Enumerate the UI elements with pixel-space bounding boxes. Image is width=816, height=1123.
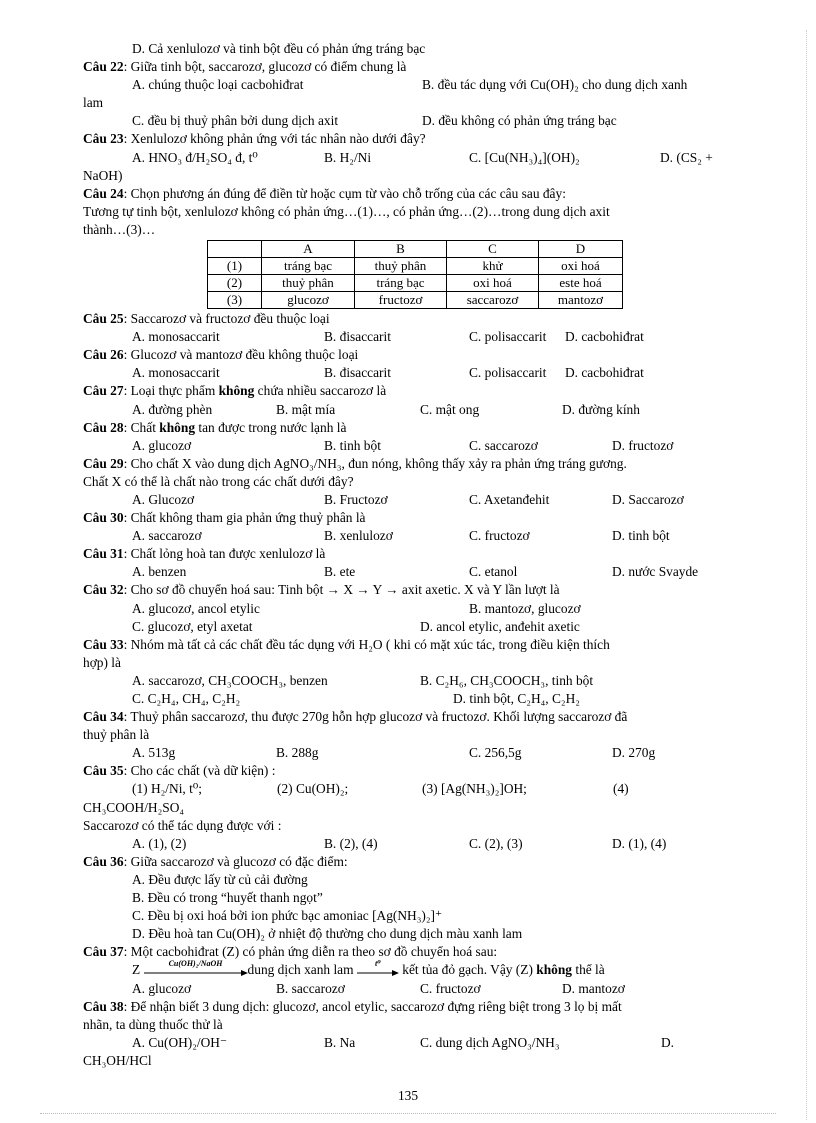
option-a: A. Cu(OH)₂/OH⁻	[132, 1034, 228, 1050]
option-b: B. ete	[324, 564, 356, 580]
option-b: B. đều tác dụng với Cu(OH)₂ cho dung dịch xanh	[422, 77, 688, 93]
table-cell: C	[447, 241, 539, 258]
option-b: B. Na	[324, 1034, 356, 1050]
question-number: Câu 35	[83, 763, 124, 779]
option-a: A. HNO₃ đ/H₂SO₄ đ, t⁰	[132, 149, 258, 165]
result-text: thể là	[572, 962, 605, 978]
option-d: D. mantozơ	[562, 980, 625, 996]
option-d: D. (CS₂ +	[660, 149, 713, 165]
option-a: A. (1), (2)	[132, 835, 187, 851]
page-number: 135	[397, 1088, 419, 1103]
question-28	[83, 419, 735, 437]
question-stem: chứa nhiều saccarozơ là	[254, 383, 387, 399]
options-row	[83, 690, 735, 708]
question-33	[83, 636, 735, 654]
question-number: Câu 28	[83, 419, 124, 435]
question-number: Câu 36	[83, 853, 124, 869]
item-1: (1) H₂/Ni, t⁰;	[132, 781, 202, 797]
options-row	[83, 1034, 735, 1052]
options-row	[83, 744, 735, 762]
question-stem: : Saccarozơ và fructozơ đều thuộc loại	[123, 311, 330, 327]
option-d: D. ancol etylic, anđehit axetic	[420, 618, 580, 634]
table-cell: (1)	[208, 258, 262, 275]
question-31	[83, 545, 735, 563]
option-d: D. fructozơ	[612, 437, 674, 453]
question-number: Câu 25	[83, 311, 124, 327]
question-stem: : Cho sơ đồ chuyển hoá sau: Tinh bột → X → Y → axit axetic. X và Y lần lượt là	[123, 582, 560, 598]
question-stem: : Giữa saccarozơ và glucozơ có đặc điểm:	[123, 853, 348, 869]
option-b: B. (2), (4)	[324, 835, 378, 851]
option-d: D. tinh bột, C₂H₄, C₂H₂	[453, 691, 580, 706]
question-26	[83, 346, 735, 364]
table-cell: oxi hoá	[539, 258, 623, 275]
option-c: C. glucozơ, etyl axetat	[132, 618, 253, 634]
question-number: Câu 32	[83, 582, 124, 598]
option-a: A. glucozơ, ancol etylic	[132, 600, 260, 616]
option-a: A. benzen	[132, 564, 187, 580]
answer-table	[207, 240, 623, 309]
table-cell: este hoá	[539, 275, 623, 292]
options-row	[83, 491, 735, 509]
option-d: D. nước Svayde	[612, 564, 699, 580]
reaction-scheme	[83, 961, 735, 979]
question-stem: : Chọn phương án đúng để điền từ hoặc cụm từ vào chỗ trống của các câu sau đây:	[123, 185, 566, 201]
options-row	[83, 980, 735, 998]
question-22	[83, 58, 735, 76]
question-number: Câu 34	[83, 709, 124, 725]
option-b: B. saccarozơ	[276, 980, 345, 996]
table-row	[208, 258, 623, 275]
question-36	[83, 853, 735, 871]
options-row	[83, 149, 735, 167]
table-cell: A	[262, 241, 355, 258]
table-cell: (3)	[208, 292, 262, 309]
item-4: (4)	[613, 781, 629, 797]
option-a: A. glucozơ	[132, 980, 192, 996]
option-a: A. chúng thuộc loại cacbohiđrat	[132, 77, 304, 93]
arrow-icon	[144, 970, 248, 976]
option-a: A. saccarozơ, CH₃COOCH₃, benzen	[132, 672, 328, 688]
option-c: C. fructozơ	[420, 980, 481, 996]
arrow-icon	[357, 970, 399, 976]
table-row	[208, 275, 623, 292]
option-d: D. cacbohiđrat	[565, 365, 644, 381]
question-number: Câu 27	[83, 383, 124, 399]
table-cell: (2)	[208, 275, 262, 292]
table-row	[208, 292, 623, 309]
option-b: B. C₂H₆, CH₃COOCH₃, tinh bột	[420, 672, 594, 688]
question-25	[83, 310, 735, 328]
option-b: B. mantozơ, glucozơ	[469, 600, 581, 616]
question-stem: : Giữa tinh bột, saccarozơ, glucozơ có điểm chung là	[123, 59, 407, 75]
options-row	[83, 600, 735, 618]
option-c: C. polisaccarit	[469, 329, 547, 345]
emphasis-text: không	[218, 383, 255, 399]
document-page	[83, 40, 735, 1070]
result-text: kết tủa đỏ gạch. Vậy (Z)	[402, 962, 537, 978]
options-row	[83, 364, 735, 382]
options-row	[83, 328, 735, 346]
option-b: B. Fructozơ	[324, 491, 388, 507]
option-b: B. đisaccarit	[324, 329, 391, 345]
question-text: thuỷ phân là	[83, 727, 150, 743]
options-row	[83, 76, 735, 94]
option-c: C. (2), (3)	[469, 835, 523, 851]
table-header-row	[208, 241, 623, 258]
q21-option-d: D. Cả xenlulozơ và tinh bột đều có phản ứng tráng bạc	[132, 41, 426, 56]
reagent-label: Cu(OH)₂/NaOH	[168, 959, 223, 969]
intermediate-text: dung dịch xanh lam	[247, 962, 354, 978]
option-a: A. glucozơ	[132, 437, 192, 453]
question-29	[83, 455, 735, 473]
option-d: D. cacbohiđrat	[565, 329, 644, 345]
option-b: B. xenlulozơ	[324, 528, 393, 544]
option-c: C. C₂H₄, CH₄, C₂H₂	[132, 691, 241, 706]
question-stem: : Cho các chất (và dữ kiện) :	[123, 763, 276, 779]
option-b: B. tinh bột	[324, 437, 381, 453]
question-stem: : Xenlulozơ không phản ứng với tác nhân nào dưới đây?	[123, 131, 426, 147]
question-stem: tan được trong nước lạnh là	[195, 419, 347, 435]
question-34	[83, 708, 735, 726]
option-d: D. tinh bột	[612, 528, 670, 544]
emphasis-text: không	[159, 419, 196, 435]
question-stem: : Thuỷ phân saccarozơ, thu được 270g hỗn hợp glucozơ và fructozơ. Khối lượng saccarozơ đã	[123, 709, 628, 725]
question-text: hợp) là	[83, 654, 121, 670]
table-cell: oxi hoá	[447, 275, 539, 292]
option-c: C. 256,5g	[469, 745, 522, 761]
question-text: nhãn, ta dùng thuốc thử là	[83, 1016, 223, 1032]
option-d: D. 270g	[612, 745, 656, 761]
table-cell: B	[355, 241, 447, 258]
table-cell: glucozơ	[262, 292, 355, 309]
table-cell: thuỷ phân	[262, 275, 355, 292]
table-cell	[208, 241, 262, 258]
question-stem: : Chất lỏng hoà tan được xenlulozơ là	[123, 546, 326, 562]
question-38	[83, 998, 735, 1016]
option-b: B. Đều có trong “huyết thanh ngọt”	[132, 890, 323, 906]
option-c: C. etanol	[469, 564, 518, 580]
option-b: B. đisaccarit	[324, 365, 391, 381]
question-stem: : Chất không tham gia phản ứng thuỷ phân là	[123, 510, 366, 526]
options-row	[83, 401, 735, 419]
option-b: B. 288g	[276, 745, 319, 761]
option-b: B. mật mía	[276, 401, 336, 417]
options-row	[83, 527, 735, 545]
options-row	[83, 835, 735, 853]
option-c: C. fructozơ	[469, 528, 530, 544]
emphasis-text: không	[536, 962, 572, 978]
option-a: A. Glucozơ	[132, 491, 195, 507]
question-stem: : Loại thực phẩm	[123, 383, 219, 399]
question-35	[83, 762, 735, 780]
options-row	[83, 437, 735, 455]
option-b-continued: lam	[83, 95, 104, 111]
option-c: C. saccarozơ	[469, 437, 538, 453]
option-c: C. Đều bị oxi hoá bởi ion phức bạc amoniac [Ag(NH₃)₂]⁺	[132, 908, 443, 924]
options-row	[83, 672, 735, 690]
question-number: Câu 31	[83, 546, 124, 562]
option-d: D. đường kính	[562, 401, 640, 417]
question-stem: : Cho chất X vào dung dịch AgNO₃/NH₃, đun nóng, không thấy xảy ra phản ứng tráng gương.	[123, 455, 627, 471]
table-cell: saccarozơ	[447, 292, 539, 309]
options-row	[83, 112, 735, 130]
question-stem: : Một cacbohiđrat (Z) có phản ứng diễn ra theo sơ đồ chuyển hoá sau:	[123, 944, 498, 960]
items-row	[83, 780, 735, 798]
question-text: Saccarozơ có thể tác dụng được với :	[83, 817, 282, 833]
option-a: A. saccarozơ	[132, 528, 202, 544]
question-32	[83, 581, 735, 599]
option-d-continued: CH₃OH/HCl	[83, 1052, 152, 1068]
compound-z: Z	[132, 962, 141, 978]
question-23	[83, 130, 735, 148]
footer-divider	[40, 1113, 776, 1114]
option-c: C. mật ong	[420, 401, 480, 417]
option-d: D. (1), (4)	[612, 835, 667, 851]
question-27	[83, 382, 735, 400]
option-a: A. đường phèn	[132, 401, 213, 417]
question-stem: : Chất	[123, 419, 160, 435]
option-c: C. dung dịch AgNO₃/NH₃	[420, 1034, 560, 1050]
table-cell: khử	[447, 258, 539, 275]
reaction-arrow	[144, 959, 248, 978]
question-number: Câu 38	[83, 998, 124, 1014]
option-a: A. Đều được lấy từ củ cải đường	[132, 871, 308, 887]
question-number: Câu 24	[83, 185, 124, 201]
item-2: (2) Cu(OH)₂;	[277, 781, 349, 797]
question-number: Câu 23	[83, 131, 124, 147]
question-text: Tương tự tinh bột, xenlulozơ không có phản ứng…(1)…, có phản ứng…(2)…trong dung dịch axit	[83, 203, 610, 219]
option-a: A. monosaccarit	[132, 365, 220, 381]
option-c: C. [Cu(NH₃)₄](OH)₂	[469, 149, 580, 165]
question-30	[83, 509, 735, 527]
item-3: (3) [Ag(NH₃)₂]OH;	[422, 781, 527, 797]
table-cell: mantozơ	[539, 292, 623, 309]
options-row	[83, 618, 735, 636]
question-number: Câu 26	[83, 347, 124, 363]
question-number: Câu 33	[83, 636, 124, 652]
question-24	[83, 185, 735, 203]
heat-label: t⁰	[375, 959, 381, 969]
question-number: Câu 30	[83, 510, 124, 526]
option-c: C. Axetanđehit	[469, 491, 550, 507]
reaction-arrow	[357, 959, 399, 978]
question-number: Câu 22	[83, 59, 124, 75]
question-text: Chất X có thể là chất nào trong các chất dưới đây?	[83, 473, 354, 489]
option-a: A. monosaccarit	[132, 329, 220, 345]
option-c: C. đều bị thuỷ phân bởi dung dịch axit	[132, 113, 339, 129]
option-d: D. Đều hoà tan Cu(OH)₂ ở nhiệt độ thường cho dung dịch màu xanh lam	[132, 926, 523, 942]
option-d-continued: NaOH)	[83, 167, 123, 183]
option-d: D. Saccarozơ	[612, 491, 684, 507]
table-cell: thuỷ phân	[355, 258, 447, 275]
question-number: Câu 29	[83, 455, 124, 471]
question-stem: : Để nhận biết 3 dung dịch: glucozơ, ancol etylic, saccarozơ đựng riêng biệt trong 3 lọ bị mất	[123, 998, 622, 1014]
option-d: D. đều không có phản ứng tráng bạc	[422, 113, 617, 129]
question-stem: : Nhóm mà tất cả các chất đều tác dụng với H₂O ( khi có mặt xúc tác, trong điều kiện thích	[123, 636, 610, 652]
table-cell: D	[539, 241, 623, 258]
option-a: A. 513g	[132, 745, 176, 761]
table-cell: fructozơ	[355, 292, 447, 309]
table-cell: tráng bạc	[355, 275, 447, 292]
option-c: C. polisaccarit	[469, 365, 547, 381]
item-4-continued: CH₃COOH/H₂SO₄	[83, 799, 185, 815]
question-number: Câu 37	[83, 944, 124, 960]
page-edge-divider	[806, 30, 807, 1120]
table-cell: tráng bạc	[262, 258, 355, 275]
question-stem: : Glucozơ và mantozơ đều không thuộc loại	[123, 347, 359, 363]
option-d: D.	[661, 1034, 675, 1050]
options-row	[83, 563, 735, 581]
question-text: thành…(3)…	[83, 221, 156, 237]
option-b: B. H₂/Ni	[324, 149, 372, 165]
